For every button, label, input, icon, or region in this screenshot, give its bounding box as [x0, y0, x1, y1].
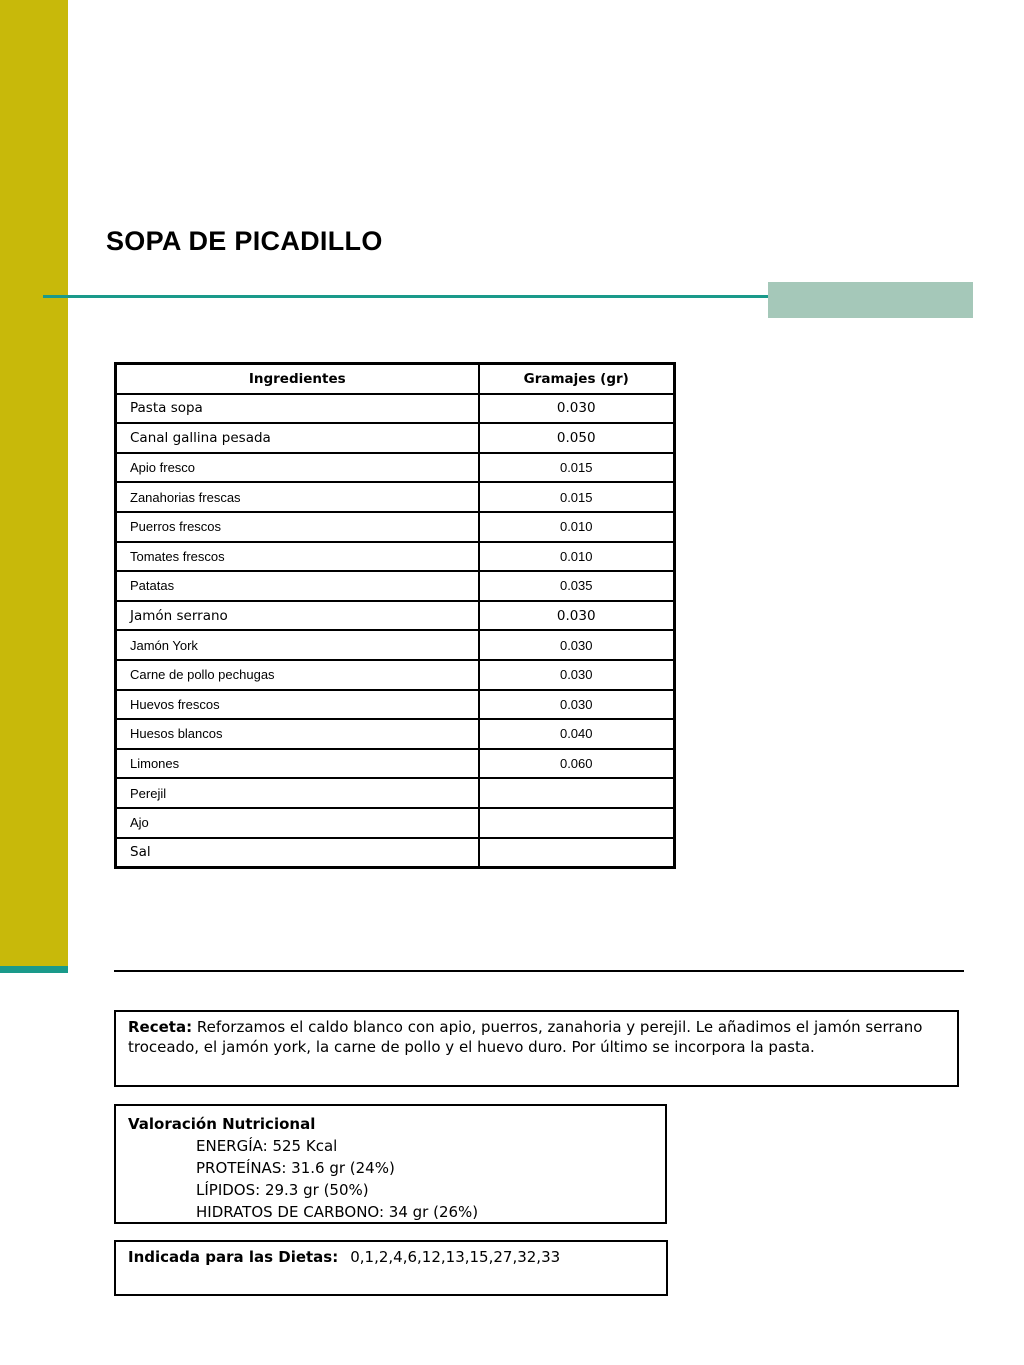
table-header-row [116, 364, 675, 394]
ingredient-quantity: 0.015 [479, 482, 675, 512]
ingredient-name: Pasta sopa [116, 394, 479, 424]
table-row [116, 423, 675, 453]
ingredient-name: Huesos blancos [116, 719, 479, 749]
table-row [116, 630, 675, 660]
header-ingredientes: Ingredientes [116, 364, 479, 394]
table-row [116, 394, 675, 424]
ingredient-quantity: 0.035 [479, 571, 675, 601]
ingredient-quantity: 0.030 [479, 660, 675, 690]
ingredient-quantity: 0.050 [479, 423, 675, 453]
table-row [116, 749, 675, 779]
ingredient-name: Puerros frescos [116, 512, 479, 542]
table-row [116, 482, 675, 512]
table-row [116, 719, 675, 749]
left-accent-bar [0, 0, 68, 966]
ingredient-quantity: 0.030 [479, 601, 675, 631]
ingredient-name: Canal gallina pesada [116, 423, 479, 453]
ingredient-name: Zanahorias frescas [116, 482, 479, 512]
ingredient-quantity: 0.060 [479, 749, 675, 779]
ingredient-name: Apio fresco [116, 453, 479, 483]
header-gramajes: Gramajes (gr) [479, 364, 675, 394]
ingredient-quantity: 0.010 [479, 512, 675, 542]
nutrition-label: Valoración Nutricional [128, 1115, 316, 1133]
ingredient-quantity: 0.015 [479, 453, 675, 483]
nutrition-energy: ENERGÍA: 525 Kcal [196, 1137, 338, 1155]
ingredient-quantity: 0.030 [479, 630, 675, 660]
nutrition-carbohydrates: HIDRATOS DE CARBONO: 34 gr (26%) [196, 1203, 479, 1221]
page-title: SOPA DE PICADILLO [106, 226, 383, 256]
nutrition-proteins: PROTEÍNAS: 31.6 gr (24%) [196, 1159, 395, 1177]
ingredient-name: Perejil [116, 778, 479, 808]
title-accent-block [768, 282, 973, 318]
ingredient-quantity [479, 838, 675, 868]
table-row [116, 690, 675, 720]
table-row [116, 542, 675, 572]
table-row [116, 512, 675, 542]
table-row [116, 838, 675, 868]
ingredient-quantity: 0.010 [479, 542, 675, 572]
ingredient-name: Tomates frescos [116, 542, 479, 572]
ingredient-quantity: 0.030 [479, 690, 675, 720]
ingredient-name: Sal [116, 838, 479, 868]
table-row [116, 660, 675, 690]
table-row [116, 453, 675, 483]
nutrition-box [114, 1104, 667, 1224]
ingredient-quantity: 0.030 [479, 394, 675, 424]
ingredient-name: Carne de pollo pechugas [116, 660, 479, 690]
diets-value: 0,1,2,4,6,12,13,15,27,32,33 [350, 1248, 561, 1266]
left-accent-bar-foot [0, 966, 68, 973]
diets-box [114, 1240, 668, 1296]
ingredient-quantity: 0.040 [479, 719, 675, 749]
ingredient-name: Jamón serrano [116, 601, 479, 631]
table-row [116, 571, 675, 601]
diets-label: Indicada para las Dietas: [128, 1248, 339, 1266]
ingredient-name: Limones [116, 749, 479, 779]
ingredient-quantity [479, 778, 675, 808]
ingredient-name: Huevos frescos [116, 690, 479, 720]
ingredient-name: Jamón York [116, 630, 479, 660]
ingredients-table [114, 362, 676, 869]
ingredient-quantity [479, 808, 675, 838]
ingredient-name: Ajo [116, 808, 479, 838]
table-row [116, 601, 675, 631]
ingredients-table-body [116, 394, 675, 868]
table-row [116, 808, 675, 838]
recipe-label: Receta: [128, 1018, 193, 1036]
table-row [116, 778, 675, 808]
separator-line [114, 970, 964, 972]
nutrition-lipids: LÍPIDOS: 29.3 gr (50%) [196, 1181, 369, 1199]
recipe-box [114, 1010, 959, 1087]
recipe-text: Reforzamos el caldo blanco con apio, puerros, zanahoria y perejil. Le añadimos el jamón serrano troceado, el jamón york, la carne de pollo y el huevo duro. Por último se incorpora la pasta. [128, 1018, 923, 1056]
ingredient-name: Patatas [116, 571, 479, 601]
